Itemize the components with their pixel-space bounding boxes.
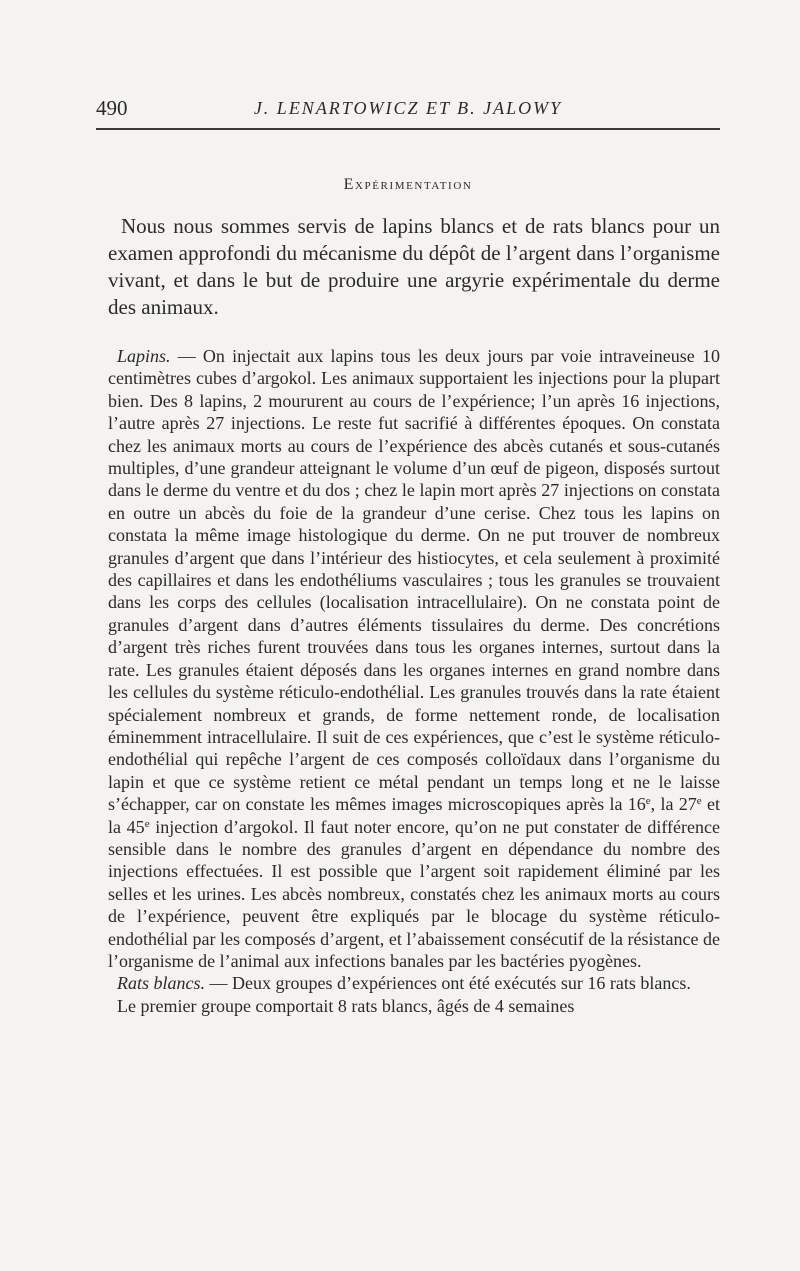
lapins-label: Lapins. [117,346,171,366]
intro-text: Nous nous sommes servis de lapins blancs et de rats blancs pour un examen approfondi du mécanisme du dépôt de l’argent dans l’organisme vivant, et dans le but de produire une argyrie expérimentale du derme des animaux. [108,214,720,319]
paragraph-premier-groupe: Le premier groupe comportait 8 rats blancs, âgés de 4 semaines [117,995,575,1016]
lapins-text-a: — On injectait aux lapins tous les deux jours par voie intraveineuse 10 centimètres cubes d’argokol. Les animaux supportaient les injections pour la plupart bien. Des 8 lapins, 2 moururent au cours de l’expérience; l’un après 16 injections, l’autre après 27 injections. Le reste fut sacrifié à différentes époques. On constata chez les animaux morts au cours de l’expérience des abcès cutanés et sous-cutanés multiples, d’une grandeur atteignant le volume d’un œuf de pigeon, disposés surtout dans le derme du ventre et du dos ; chez le lapin mort après 27 injections on constata en outre un abcès du foie de la grandeur d’une cerise. Chez tous les lapins on constata la même image histologique du derme. On ne put trouver de nombreux granules d’argent que dans l’intérieur des histiocytes, et cela seulement à proximité des capillaires et dans les endothéliums vasculaires ; tous les granules se trouvaient dans les corps des cellules (localisation intracellulaire). On ne constata point de granules d’argent dans d’autres éléments tissulaires du derme. Des concrétions d’argent très riches furent trouvées dans tous les organes internes, surtout dans la rate. Les granules étaient déposés dans les organes internes en grand nombre dans les cellules du système réticulo-endothélial. Les granules trouvés dans la rate étaient spécialement nombreux et grands, de forme nettement ronde, de localisation éminemment intracellulaire. Il suit de ces expériences, que c’est le système réticulo-endothélial qui repêche l’argent de ces composés colloïdaux dans l’organisme du lapin et que ce système retient ce métal pendant un temps long et ne le laisse s’échapper, car on constate les mêmes images microscopiques après la 16 [108,346,720,815]
body-text [108,345,720,1017]
running-head: J. LENARTOWICZ ET B. JALOWY [253,98,563,118]
superscript-16e: e [645,795,651,808]
paragraph-rats [108,972,720,994]
section-title: Expérimentation [343,176,473,193]
superscript-27e: e [696,795,702,808]
rats-label: Rats blancs. [117,973,205,994]
page-number: 490 [96,96,128,120]
superscript-45e: e [144,817,150,830]
header-rule [96,128,720,130]
lapins-text-b: , la 27 [650,794,697,815]
page-header [96,96,720,122]
lapins-text-c: et la 45 [108,794,720,837]
intro-paragraph [108,213,720,321]
rats-text: — Deux groupes d’expériences ont été exécutés sur 16 rats blancs. [205,973,691,994]
paragraph-lapins [108,345,720,972]
lapins-text-d: injection d’argokol. Il faut noter encore, qu’on ne put constater de différence sensible dans le nombre des granules d’argent en dépendance du nombre des injections effectuées. Il est possible que l’argent soit rapidement éliminé par les selles et les urines. Les abcès nombreux, constatés chez les animaux morts au cours de l’expérience, peuvent être expliqués par le blocage du système réticulo-endothélial par les composés d’argent, et l’abaissement consécutif de la résistance de l’organisme de l’animal aux infections banales par les bactéries pyogènes. [108,816,720,971]
